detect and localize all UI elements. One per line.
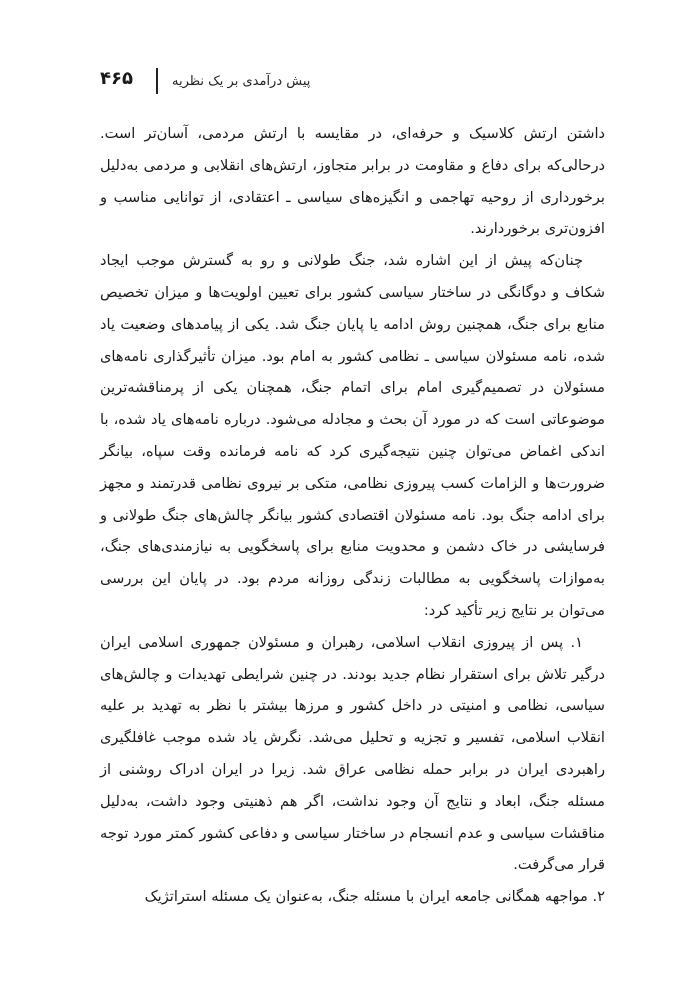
paragraph: چنان‌که پیش از این اشاره شد، جنگ طولانی و رو به گسترش موجب ایجاد شکاف و دوگانگی در ساختار سیاسی کشور برای تعیین اولویت‌ها و میزان تخصیص منابع برای جنگ، همچنین روش ادامه یا پایان جنگ شد. یکی از پیامدهای وضعیت یاد شده، نامه مسئولان سیاسی ـ نظامی کشور به امام بود. میزان تأثیرگذاری نامه‌های مسئولان در تصمیم‌گیری امام برای اتمام جنگ، همچنان یکی از پرمناقشه‌ترین موضوعاتی است که در مورد آن بحث و مجادله می‌شود. درباره نامه‌های یاد شده، با اندکی اغماض می‌توان چنین نتیجه‌گیری کرد که نامه فرمانده وقت سپاه، بیانگر ضرورت‌ها و الزامات کسب پیروزی نظامی، متکی بر نیروی نظامی قدرتمند و مجهز برای ادامه جنگ بود. نامه مسئولان اقتصادی کشور بیانگر چالش‌های جنگ طولانی و فرسایشی در خاک دشمن و محدویت منابع برای پاسخگویی به نیازمندی‌های جنگ، به‌موازات پاسخگویی به مطالبات زندگی روزانه مردم بود. در پایان این بررسی می‌توان بر نتایج زیر تأکید کرد: — [100, 252, 605, 619]
running-title: پیش درآمدی بر یک نظریه — [172, 74, 311, 89]
header-divider — [156, 68, 158, 94]
numbered-paragraph: ۲. مواجهه همگانی جامعه ایران با مسئله جنگ، به‌عنوان یک مسئله استراتژیک — [144, 888, 605, 906]
paragraph-continuation: داشتن ارتش کلاسیک و حرفه‌ای، در مقایسه با ارتش مردمی، آسان‌تر است. درحالی‌که برای دفاع و مقاومت در برابر متجاوز، ارتش‌های انقلابی و مردمی به‌دلیل برخورداری از روحیه تهاجمی و انگیزه‌های سیاسی ـ اعتقادی، از توانایی مناسب و افزون‌تری برخوردارند. — [100, 125, 605, 238]
page-header — [60, 66, 639, 96]
body-text — [100, 118, 605, 913]
numbered-paragraph: ۱. پس از پیروزی انقلاب اسلامی، رهبران و مسئولان جمهوری اسلامی ایران درگیر تلاش برای استقرار نظام جدید بودند. در چنین شرایطی تهدیدات و چالش‌های سیاسی، نظامی و امنیتی در داخل کشور و مرزها بیشتر با نظر به تهدید بر علیه انقلاب اسلامی، تفسیر و تجزیه و تحلیل می‌شد. نگرش یاد شده موجب غافلگیری راهبردی ایران در برابر حمله نظامی عراق شد. زیرا در ایران ادراک روشنی از مسئله جنگ، ابعاد و نتایج آن وجود نداشت، اگر هم ذهنیتی وجود داشت، به‌دلیل مناقشات سیاسی و عدم انسجام در ساختار سیاسی و دفاعی کشور کمتر مورد توجه قرار می‌گرفت. — [100, 633, 605, 874]
page-number: ۴۶۵ — [100, 68, 133, 89]
